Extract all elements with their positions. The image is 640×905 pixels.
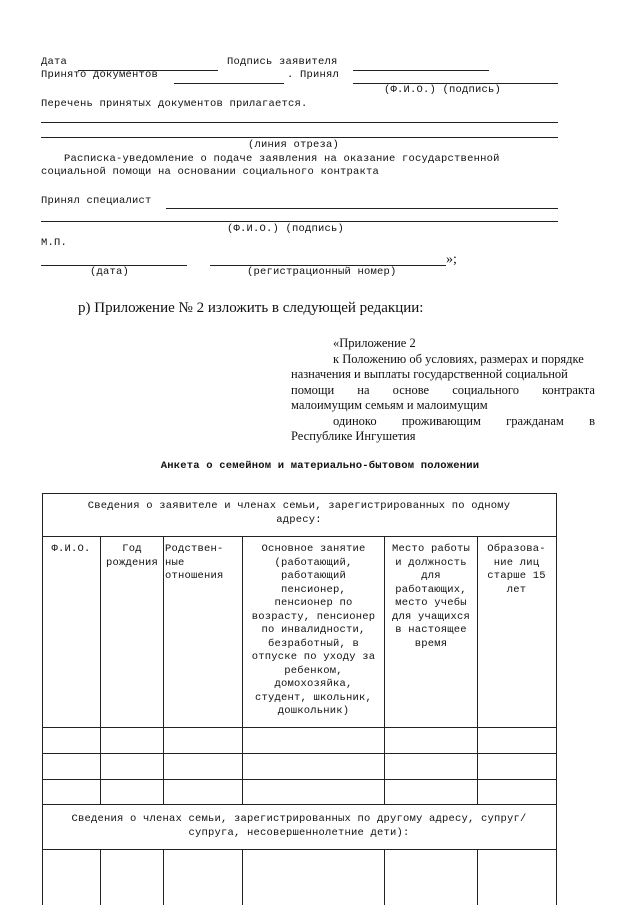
- specialist-label: Принял специалист: [41, 195, 152, 207]
- section1-line-2: адресу:: [276, 513, 322, 526]
- date-caption: (дата): [90, 266, 130, 278]
- appendix-line-2: назначения и выплаты государственной социальной: [291, 367, 568, 381]
- notice-line-1: Расписка-уведомление о подаче заявления на оказание государственной: [64, 153, 500, 165]
- appendix-word: основе: [392, 382, 430, 397]
- section1-header: [43, 500, 555, 527]
- fio-signature-caption-2: (Ф.И.О.) (подпись): [227, 223, 345, 235]
- col-header-line: рождения: [105, 556, 158, 569]
- col-header-line: по инвалидности,: [261, 624, 366, 636]
- cut-line-caption: (линия отреза): [248, 139, 340, 151]
- date-label: Дата: [41, 56, 68, 68]
- appendix-line-5: [291, 414, 595, 430]
- amendment-instruction: р) Приложение № 2 изложить в следующей редакции:: [78, 300, 424, 316]
- appendix-header: [291, 336, 595, 445]
- documents-list-note: Перечень принятых документов прилагается.: [41, 98, 308, 110]
- appendix-line-1: к Положению об условиях, размерах и порядке: [333, 351, 584, 366]
- col-header-line: Место работы: [391, 543, 470, 555]
- appendix-word: проживающим: [401, 413, 481, 428]
- col-header-occupation: [243, 543, 384, 719]
- documents-accepted-label: Принято документов: [41, 69, 159, 81]
- col-header-line: старше 15: [487, 570, 546, 582]
- col-header-line: Основное занятие: [261, 543, 366, 555]
- col-header-line: возрасту, пенсионер: [251, 610, 376, 623]
- section2-header: [43, 813, 555, 840]
- documents-count-line: [174, 83, 284, 84]
- col-header-fio: [43, 543, 99, 557]
- col-header-line: место учебы: [395, 597, 467, 609]
- col-header-line: ребенком,: [284, 664, 343, 677]
- col-header-line: работающих,: [395, 583, 467, 596]
- col-header-education: [478, 543, 555, 597]
- section2-line-1: Сведения о членах семьи, зарегистрированных по другому адресу, супруг/: [71, 813, 527, 825]
- fio-signature-caption: (Ф.И.О.) (подпись): [384, 84, 502, 96]
- col-header-line: время: [414, 637, 448, 650]
- appendix-word: контракта: [542, 382, 595, 397]
- specialist-line-2: [41, 221, 558, 222]
- applicant-signature-line: [353, 70, 489, 71]
- appendix-title: «Приложение 2: [333, 336, 416, 350]
- col-header-line: работающий: [280, 570, 346, 582]
- appendix-word: социального: [452, 382, 519, 397]
- col-header-line: отпуске по уходу за: [251, 651, 376, 663]
- section1-line-1: Сведения о заявителе и членах семьи, зарегистрированных по одному: [87, 500, 511, 512]
- col-header-line: отношения: [165, 570, 224, 582]
- blank-line-2: [41, 137, 558, 138]
- col-header-line: (работающий,: [274, 556, 353, 569]
- col-header-line: для учащихся: [391, 610, 470, 623]
- col-header-line: Родствен-: [165, 543, 224, 555]
- blank-line-1: [41, 122, 558, 123]
- accepted-by-label: . Принял: [287, 69, 340, 81]
- applicant-signature-label: Подпись заявителя: [227, 56, 338, 68]
- appendix-word: на: [357, 382, 370, 397]
- col-header-line: домохозяйка,: [274, 678, 353, 690]
- col-header-line: и должность: [395, 556, 467, 569]
- col-header-line: в настоящее: [395, 624, 467, 636]
- col-header-workplace: [385, 543, 477, 651]
- col-header-line: Год: [122, 543, 142, 555]
- closing-quote: »;: [446, 252, 457, 267]
- appendix-word: гражданам: [506, 413, 564, 428]
- col-header-relation: [165, 543, 241, 584]
- col-header-line: пенсионер,: [280, 583, 346, 596]
- col-header-line: Ф.И.О.: [51, 543, 91, 555]
- appendix-word: помощи: [291, 382, 335, 397]
- col-header-line: студент, школьник,: [254, 691, 373, 704]
- appendix-word: одиноко: [333, 413, 377, 428]
- col-header-birth-year: [101, 543, 163, 570]
- stamp-label: М.П.: [41, 237, 68, 249]
- section2-line-2: супруга, несовершеннолетние дети):: [188, 826, 410, 839]
- col-header-line: Образова-: [487, 543, 546, 555]
- col-header-line: лет: [506, 583, 527, 596]
- specialist-line: [166, 208, 558, 209]
- appendix-line-3: [291, 383, 595, 399]
- col-header-line: для: [421, 570, 441, 582]
- col-header-line: пенсионер по: [274, 597, 353, 609]
- reg-number-caption: (регистрационный номер): [247, 266, 397, 278]
- col-header-line: ние лиц: [493, 556, 540, 569]
- col-header-line: дошкольник): [277, 705, 350, 717]
- appendix-line-4: малоимущим семьям и малоимущим: [291, 398, 488, 412]
- col-header-line: ные: [165, 556, 185, 569]
- notice-line-2: социальной помощи на основании социального контракта: [41, 166, 380, 178]
- appendix-word: в: [589, 413, 595, 428]
- questionnaire-title: Анкета о семейном и материально-бытовом положении: [160, 460, 480, 472]
- col-header-line: безработный, в: [267, 637, 359, 650]
- appendix-line-6: Республике Ингушетия: [291, 429, 416, 443]
